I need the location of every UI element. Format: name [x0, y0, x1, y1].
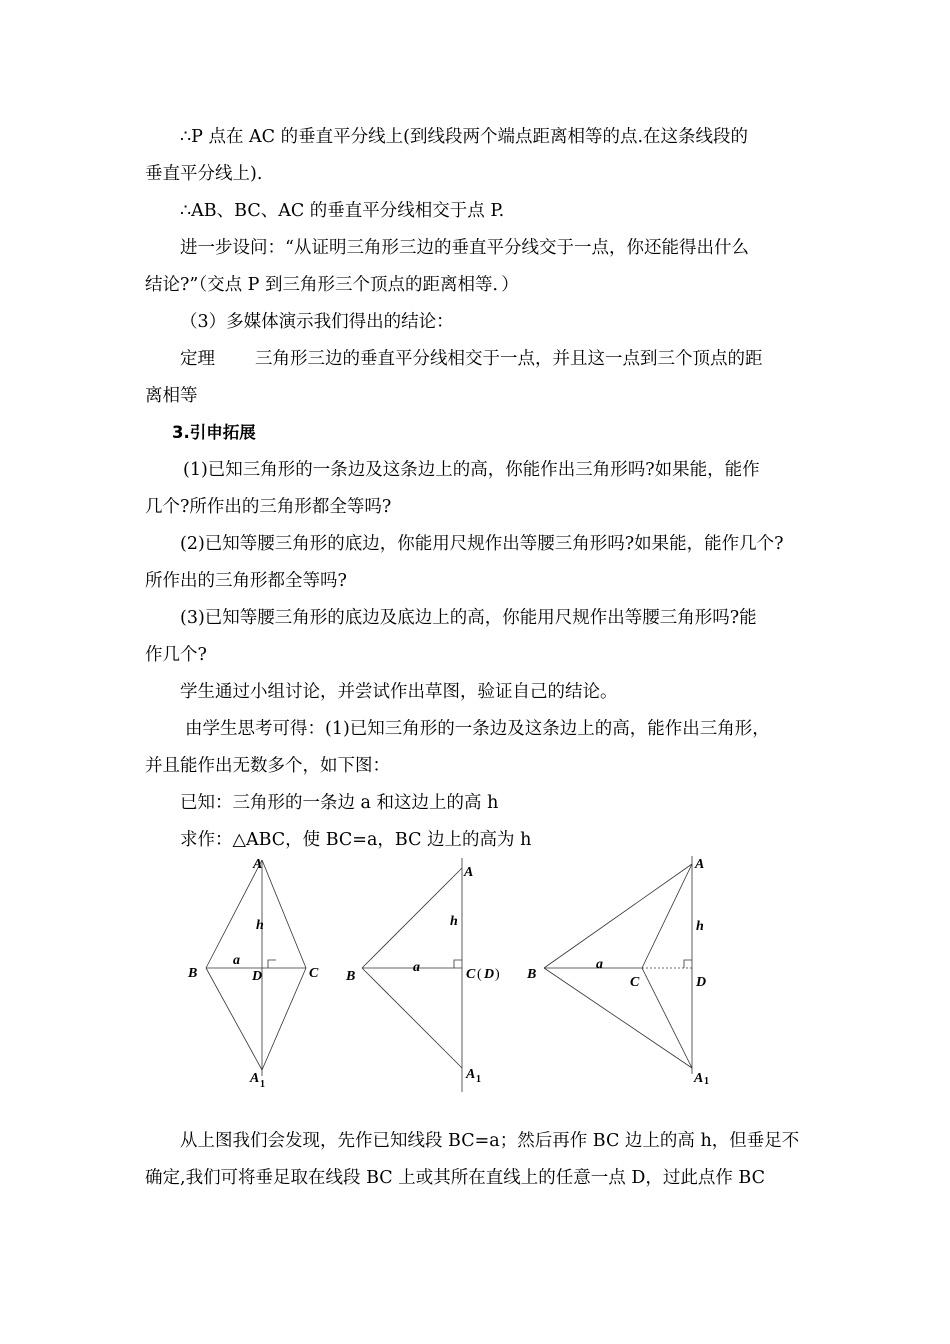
paragraph-line: （3）多媒体演示我们得出的结论：	[180, 312, 454, 332]
figure-3	[526, 856, 709, 1087]
label-paren-open: (	[477, 967, 482, 982]
paragraph-line: 结论?”（交点 P 到三角形三个顶点的距离相等．）	[145, 275, 519, 295]
paragraph-line: 由学生思考可得：(1)已知三角形的一条边及这条边上的高，能作出三角形，	[185, 719, 770, 739]
label-paren-close: )	[495, 967, 500, 982]
paragraph-line: (1)已知三角形的一条边及这条边上的高，你能作出三角形吗?如果能，能作	[183, 460, 760, 480]
label-a-side: a	[413, 960, 420, 975]
figure-1	[187, 857, 319, 1090]
label-a1-subscript: 1	[704, 1076, 709, 1087]
side-ac	[262, 860, 306, 968]
paragraph-line: 几个?所作出的三角形都全等吗?	[145, 497, 392, 517]
paragraph-line: ∴AB、BC、AC 的垂直平分线相交于点 P.	[180, 201, 505, 221]
label-a: A	[253, 857, 263, 872]
side-a1c	[262, 968, 306, 1070]
label-d: D	[252, 969, 263, 984]
paragraph-line: 学生通过小组讨论，并尝试作出草图，验证自己的结论。	[180, 682, 618, 702]
right-angle-mark	[684, 960, 692, 968]
label-d: D	[484, 967, 495, 982]
label-a: A	[695, 857, 705, 872]
side-ab	[362, 868, 462, 968]
figure-2	[345, 858, 500, 1092]
label-b: B	[188, 966, 198, 981]
label-a: A	[464, 865, 474, 880]
label-h: h	[450, 914, 458, 929]
label-c: C	[466, 967, 476, 982]
label-a1-subscript: 1	[476, 1074, 481, 1085]
label-a1: A	[694, 1071, 704, 1086]
theorem-body: 三角形三边的垂直平分线相交于一点，并且这一点到三个顶点的距	[255, 349, 763, 369]
label-a1: A	[466, 1067, 476, 1082]
paragraph-line: 进一步设问：“从证明三角形三边的垂直平分线交于一点，你还能得出什么	[180, 238, 749, 258]
right-angle-mark	[268, 960, 276, 968]
paragraph-line: 作几个?	[145, 645, 207, 665]
paragraph-line: (2)已知等腰三角形的底边，你能用尺规作出等腰三角形吗?如果能，能作几个?	[180, 534, 784, 554]
section-heading: 3.引申拓展	[172, 423, 256, 442]
side-a1b	[544, 968, 692, 1068]
side-a1c	[642, 968, 692, 1068]
construct-line: 求作：△ABC，使 BC=a，BC 边上的高为 h	[180, 830, 532, 850]
paragraph-line: (3)已知等腰三角形的底边及底边上的高，你能用尺规作出等腰三角形吗?能	[180, 608, 757, 628]
paragraph-line: ∴P 点在 AC 的垂直平分线上(到线段两个端点距离相等的点.在这条线段的	[180, 127, 749, 147]
label-h: h	[696, 919, 704, 934]
paragraph-line: 垂直平分线上).	[145, 164, 263, 184]
right-angle-mark	[454, 960, 462, 968]
label-a1-subscript: 1	[260, 1079, 265, 1090]
theorem-label: 定理	[180, 349, 215, 369]
label-b: B	[346, 969, 356, 984]
paragraph-line: 并且能作出无数多个，如下图：	[145, 756, 390, 776]
label-a-side: a	[233, 953, 240, 968]
triangle-construction-figure	[170, 846, 730, 1096]
label-a1: A	[250, 1071, 260, 1086]
label-d: D	[696, 975, 707, 990]
paragraph-line: 确定,我们可将垂足取在线段 BC 上或其所在直线上的任意一点 D，过此点作 BC	[145, 1168, 765, 1188]
side-a1b	[362, 968, 462, 1068]
theorem-line	[180, 347, 763, 371]
label-b: B	[527, 967, 537, 982]
paragraph-line: 离相等	[145, 386, 198, 406]
given-line: 已知：三角形的一条边 a 和这边上的高 h	[180, 793, 499, 813]
paragraph-line: 所作出的三角形都全等吗?	[145, 571, 347, 591]
side-ac	[642, 864, 692, 968]
label-h: h	[256, 918, 264, 933]
label-a-side: a	[596, 957, 603, 972]
label-c: C	[309, 966, 319, 981]
paragraph-line: 从上图我们会发现，先作已知线段 BC=a；然后再作 BC 边上的高 h，但垂足不	[180, 1131, 800, 1151]
side-ab	[206, 860, 262, 968]
side-ab	[544, 864, 692, 968]
label-c: C	[630, 975, 640, 990]
